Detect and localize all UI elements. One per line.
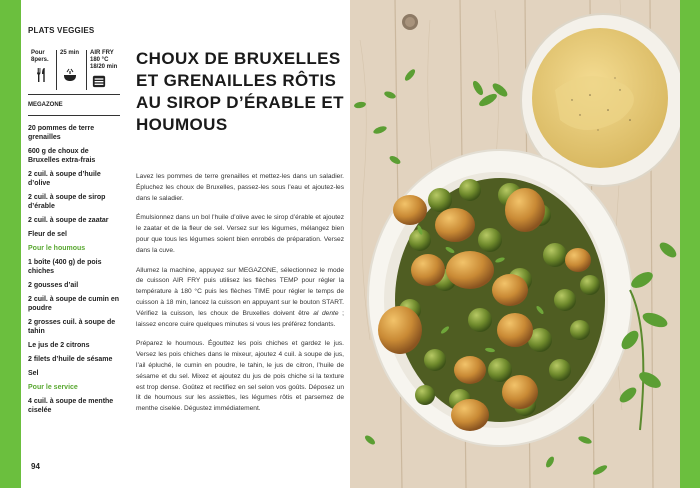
divider-rule xyxy=(28,94,120,95)
appliance-label: MEGAZONE xyxy=(28,102,63,108)
mode-line-1: AIR FRY xyxy=(90,50,114,56)
servings-info xyxy=(31,50,53,64)
recipe-title: CHOUX DE BRUXELLES ET GRENAILLES RÔTIS AU SIROP D’ÉRABLE ET HOUMOUS xyxy=(136,49,344,134)
ingredient-item: 2 grosses cuil. à soupe de tahin xyxy=(28,319,116,335)
step-paragraph xyxy=(136,266,344,331)
ingredient-item: 20 pommes de terre grenailles xyxy=(28,125,95,141)
recipe-sidebar xyxy=(28,0,124,488)
step-paragraph: Émulsionnez dans un bol l’huile d’olive avec le sirop d’érable et ajoutez le zaatar et de la fleur de sel. Versez sur les légumes, mélangez bien pour que tous les légumes soient bien enrobés de préparation. Versez dans la cuve. xyxy=(136,214,344,254)
ingredient-item: 600 g de choux de Bruxelles extra-frais xyxy=(28,148,96,164)
ingredient-item: 2 gousses d’ail xyxy=(28,282,79,289)
ingredient-item: 2 filets d’huile de sésame xyxy=(28,356,113,363)
ingredient-item: 4 cuil. à soupe de menthe ciselée xyxy=(28,398,114,414)
page-number: 94 xyxy=(31,462,40,471)
step-paragraph: Lavez les pommes de terre grenailles et mettez-les dans un saladier. Épluchez les choux de Bruxelles, passez-les sous l’eau et ajoutez-les dans le saladier. xyxy=(136,173,344,202)
pot-icon xyxy=(62,67,78,83)
ingredient-subheading: Pour le service xyxy=(28,384,78,391)
divider-rule xyxy=(28,115,120,116)
section-title: PLATS VEGGIES xyxy=(28,26,95,35)
step-text: ; laissez encore cuire quelques minutes si vous les préférez fondants. xyxy=(136,309,344,328)
cooking-mode-info xyxy=(90,50,124,71)
servings-text: Pour 8pers. xyxy=(31,50,49,63)
ingredient-item: Fleur de sel xyxy=(28,231,67,238)
recipe-meta xyxy=(28,50,124,92)
ingredient-item: 2 cuil. à soupe de zaatar xyxy=(28,217,109,224)
step-emphasis: al dente xyxy=(313,309,339,317)
food-photo-illustration xyxy=(350,0,680,488)
ingredient-list xyxy=(28,124,120,420)
meta-divider xyxy=(56,50,57,90)
step-text: Allumez la machine, appuyez sur MEGAZONE, sélectionnez le mode de cuisson AIR FRY puis utilisez les flèches TEMP pour régler la température à 180 °C puis les flèches TIME pour régler le temps de cuisson à 18 min, lancez la cuisson en appuyant sur le bouton START. Vérifiez la cuisson, les choux de Bruxelles doivent être xyxy=(136,266,344,317)
mode-line-3: 18/20 min xyxy=(90,64,118,70)
ingredient-subheading: Pour le houmous xyxy=(28,245,86,252)
recipe-steps xyxy=(136,172,344,424)
ingredient-item: 1 boîte (400 g) de pois chiches xyxy=(28,259,102,275)
ingredient-item: Sel xyxy=(28,370,39,377)
step-paragraph: Préparez le houmous. Égouttez les pois chiches et gardez le jus. Versez les pois chiches dans le mixeur, ajoutez 4 cuil. à soupe de jus, l’ail épluché, le cumin en poudre, le tahin, le jus de citron, l’huile de sésame et du sel. Mixez et ajoutez du jus de pois chiche si la texture est trop dense. Goûtez et rectifiez en sel selon vos goûts. Déposez un lit de houmous sur les assiettes, les légumes rôtis et parsemez de menthe ciselée. Dégustez immédiatement. xyxy=(136,340,344,413)
recipe-photo xyxy=(350,0,680,488)
time-text: 25 min xyxy=(60,50,80,56)
air-fryer-icon xyxy=(92,74,106,88)
mode-line-2: 180 °C xyxy=(90,57,109,63)
ingredient-item: 2 cuil. à soupe de cumin en poudre xyxy=(28,296,120,312)
cutlery-icon xyxy=(33,67,49,83)
ingredient-item: Le jus de 2 citrons xyxy=(28,342,90,349)
right-accent-bar xyxy=(680,0,700,488)
time-info xyxy=(60,50,82,57)
meta-divider xyxy=(86,50,87,90)
left-accent-bar xyxy=(0,0,21,488)
recipe-main xyxy=(136,0,344,488)
ingredient-item: 2 cuil. à soupe d’huile d’olive xyxy=(28,171,101,187)
ingredient-item: 2 cuil. à soupe de sirop d’érable xyxy=(28,194,106,210)
